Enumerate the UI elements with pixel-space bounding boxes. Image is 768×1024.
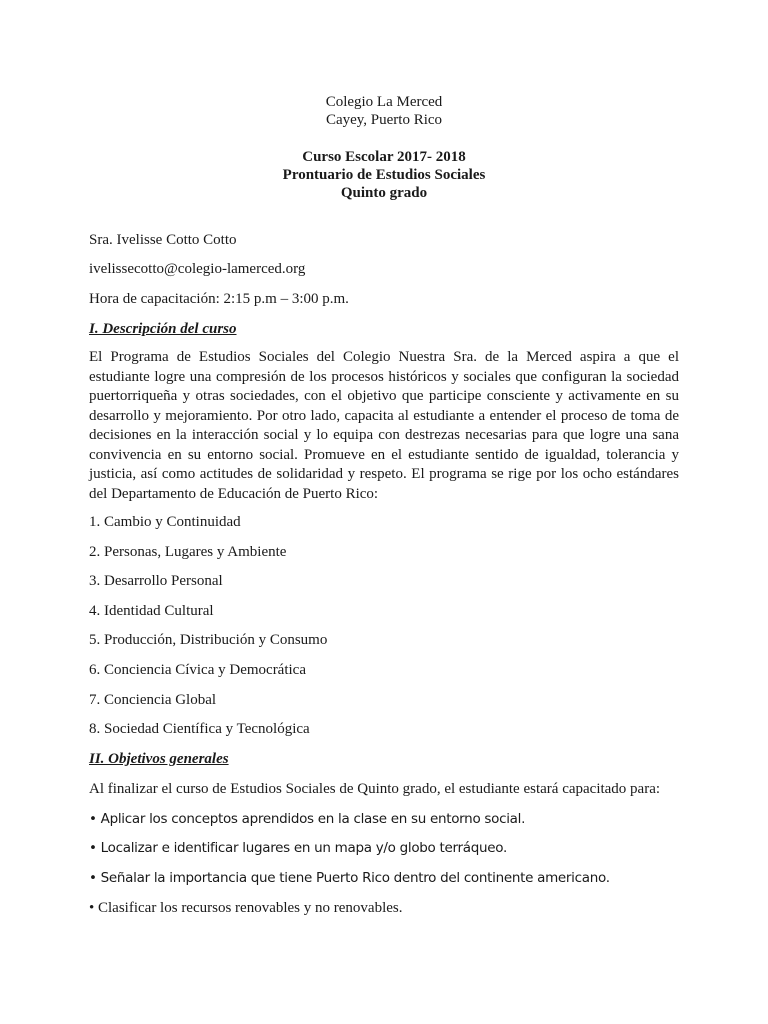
objective-item: • Señalar la importancia que tiene Puerto Rico dentro del continente americano. <box>89 870 610 886</box>
objectives-intro: Al finalizar el curso de Estudios Sociales de Quinto grado, el estudiante estará capacitado para: <box>89 781 661 797</box>
teacher-name: Sra. Ivelisse Cotto Cotto <box>89 232 237 248</box>
standard-item: 6. Conciencia Cívica y Democrática <box>89 662 306 678</box>
grade-level: Quinto grado <box>340 185 428 201</box>
standard-item: 8. Sociedad Científica y Tecnológica <box>89 721 310 737</box>
course-year: Curso Escolar 2017- 2018 <box>302 149 466 165</box>
standard-item: 2. Personas, Lugares y Ambiente <box>89 544 287 560</box>
syllabus-title: Prontuario de Estudios Sociales <box>282 167 486 183</box>
objective-item: • Clasificar los recursos renovables y no renovables. <box>89 900 403 916</box>
section-heading-objectives: II. Objetivos generales <box>89 751 229 767</box>
section-heading-description: I. Descripción del curso <box>89 321 237 337</box>
standard-item: 3. Desarrollo Personal <box>89 573 223 589</box>
standard-item: 5. Producción, Distribución y Consumo <box>89 632 328 648</box>
standard-item: 1. Cambio y Continuidad <box>89 514 241 530</box>
school-location: Cayey, Puerto Rico <box>325 112 443 128</box>
standard-item: 4. Identidad Cultural <box>89 603 214 619</box>
standard-item: 7. Conciencia Global <box>89 692 217 708</box>
training-hours: Hora de capacitación: 2:15 p.m – 3:00 p.m. <box>89 291 349 307</box>
objective-item: • Aplicar los conceptos aprendidos en la clase en su entorno social. <box>89 811 526 827</box>
objective-item: • Localizar e identificar lugares en un mapa y/o globo terráqueo. <box>89 840 507 856</box>
school-name: Colegio La Merced <box>325 94 443 110</box>
course-description-paragraph: El Programa de Estudios Sociales del Colegio Nuestra Sra. de la Merced aspira a que el estudiante logre una compresión de los procesos históricos y sociales que configuran la sociedad puertorriqueña y otras sociedades, con el objetivo que participe consciente y activamente en su desarrollo y mejoramiento. Por otro lado, capacita al estudiante a entender el proceso de toma de decisiones en la interacción social y lo equipa con destrezas necesarias para que logre una sana convivencia en su entorno social. Promueve en el estudiante sentido de igualdad, tolerancia y justicia, así como actitudes de solidaridad y respeto. El programa se rige por los ocho estándares del Departamento de Educación de Puerto Rico: <box>89 349 679 502</box>
teacher-email: ivelissecotto@colegio-lamerced.org <box>89 261 306 277</box>
